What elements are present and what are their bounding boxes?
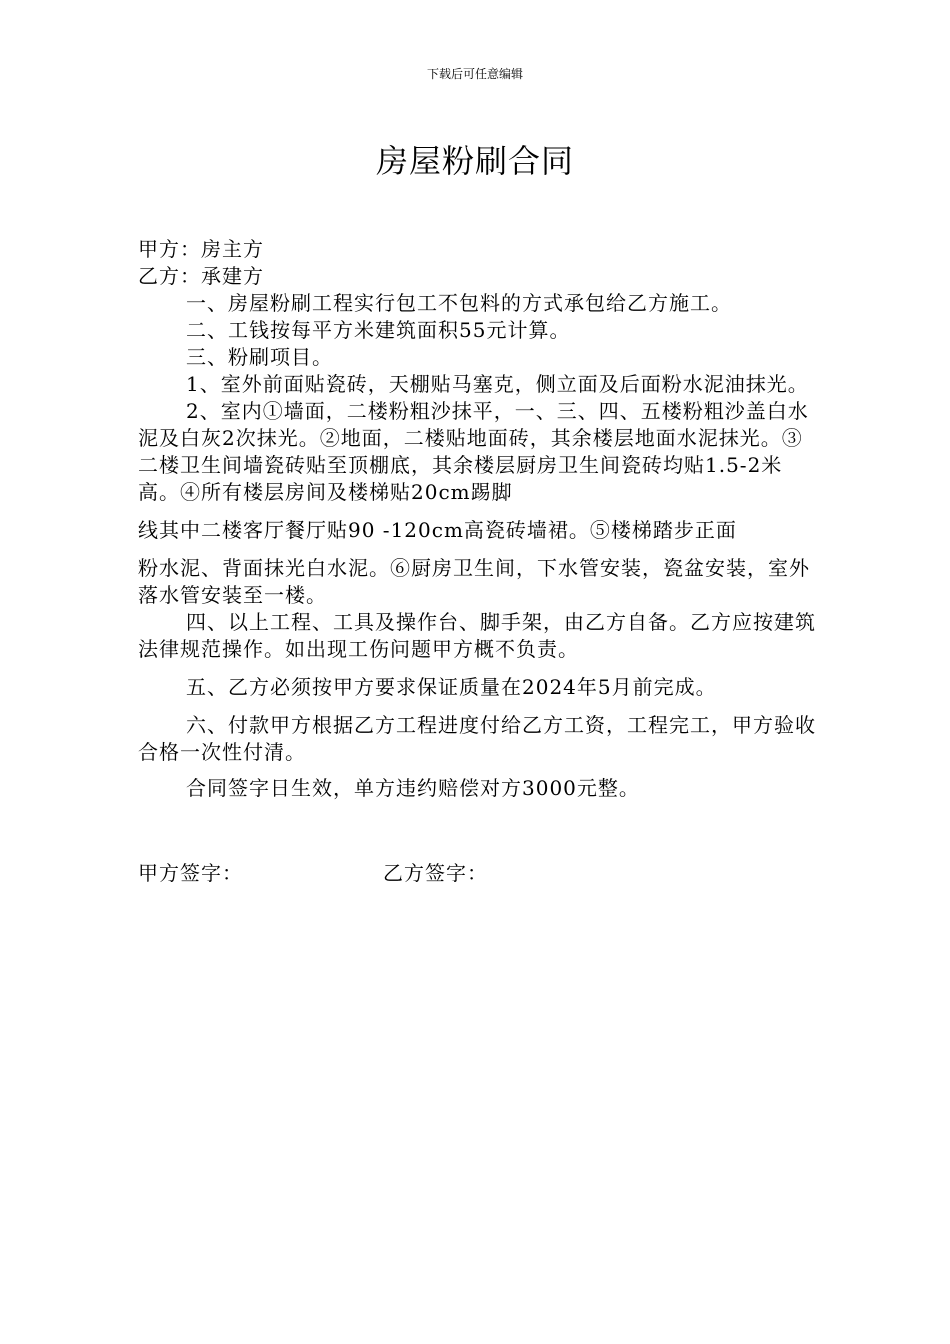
clause-3-item-2-cont: 线其中二楼客厅餐厅贴90 -120cm高瓷砖墙裙。⑤楼梯踏步正面 — [138, 518, 737, 542]
clause-3-item-1: 1、室外前面贴瓷砖，天棚贴马塞克，侧立面及后面粉水泥油抹光。 — [186, 372, 809, 396]
party-a-signature-label: 甲方签字： — [138, 861, 243, 885]
clause-3-item-2: 2、室内①墙面，二楼粉粗沙抹平，一、三、四、五楼粉粗沙盖白水泥及白灰2次抹光。②地面，二楼贴地面砖，其余楼层地面水泥抹光。③二楼卫生间墙瓷砖贴至顶棚底，其余楼层厨房卫生间瓷砖均贴1.5-2米高。④所有楼层房间及楼梯贴20cm踢脚 — [138, 399, 809, 504]
clause-3: 三、粉刷项目。 — [186, 345, 333, 369]
party-b-line: 乙方：承建方 — [138, 264, 264, 288]
page-header-note: 下载后可任意编辑 — [426, 67, 523, 81]
clause-4: 四、以上工程、工具及操作台、脚手架，由乙方自备。乙方应按建筑法律规范操作。如出现工伤问题甲方概不负责。 — [138, 610, 816, 661]
clause-effective: 合同签字日生效，单方违约赔偿对方3000元整。 — [186, 776, 640, 800]
clause-3-item-2-cont-2: 粉水泥、背面抹光白水泥。⑥厨房卫生间，下水管安装，瓷盆安装，室外落水管安装至一楼。 — [138, 556, 810, 607]
contract-body — [138, 236, 818, 802]
clause-5: 五、乙方必须按甲方要求保证质量在2024年5月前完成。 — [186, 675, 717, 699]
clause-2: 二、工钱按每平方米建筑面积55元计算。 — [186, 318, 571, 342]
party-a-line: 甲方：房主方 — [138, 237, 264, 261]
document-title: 房屋粉刷合同 — [375, 142, 574, 180]
clause-6: 六、付款甲方根据乙方工程进度付给乙方工资，工程完工，甲方验收合格一次性付清。 — [138, 713, 816, 764]
clause-1: 一、房屋粉刷工程实行包工不包料的方式承包给乙方施工。 — [186, 291, 732, 315]
party-b-signature-label: 乙方签字： — [383, 861, 488, 885]
